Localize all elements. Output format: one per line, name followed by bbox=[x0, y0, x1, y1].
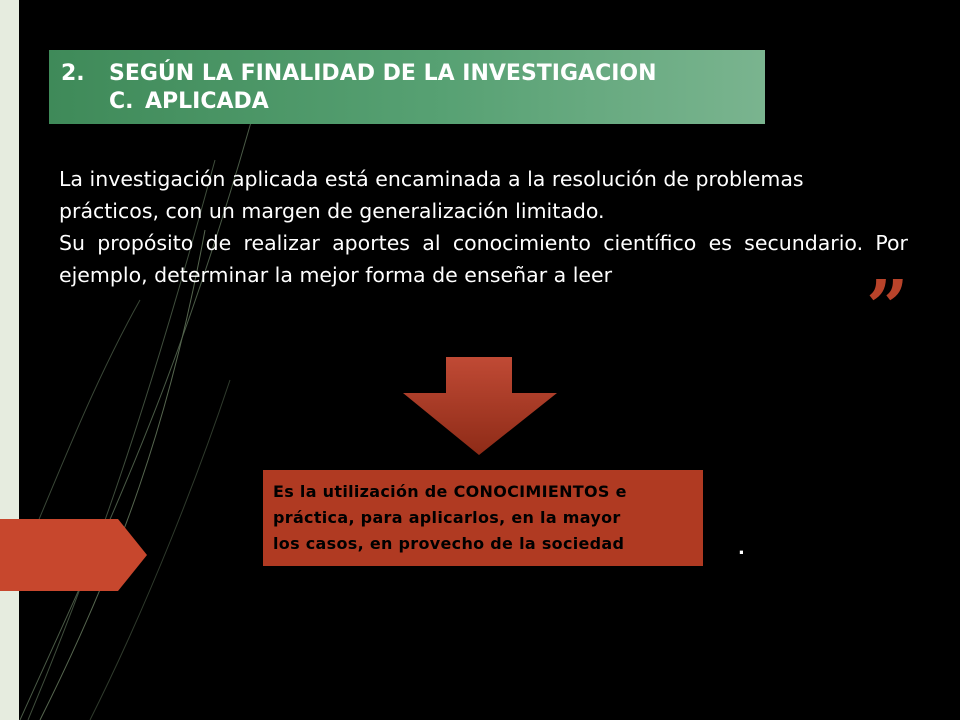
callout-text bbox=[273, 479, 703, 557]
body-text bbox=[59, 163, 908, 291]
paragraph-1-part-2: prácticos, con un margen de generalización limitado. bbox=[59, 199, 605, 223]
paragraph-1-part-1: La investigación aplicada está encaminada a la resolución de problemas bbox=[59, 167, 804, 191]
down-arrow-icon bbox=[400, 357, 560, 457]
callout-trailing-period: . bbox=[738, 538, 745, 559]
header-sub-letter: C. bbox=[109, 89, 134, 114]
paragraph-2: Su propósito de realizar aportes al conocimiento científico es secundario. Por ejemplo, determinar la mejor forma de enseñar a leer bbox=[59, 231, 908, 287]
left-chevron-arrow-icon bbox=[0, 519, 150, 591]
header-item-number: 2. bbox=[61, 61, 85, 86]
section-header bbox=[49, 50, 765, 124]
callout-line-2: práctica, para aplicarlos, en la mayor bbox=[273, 508, 621, 527]
callout-line-3: los casos, en provecho de la sociedad bbox=[273, 534, 625, 553]
header-title: SEGÚN LA FINALIDAD DE LA INVESTIGACION bbox=[109, 61, 657, 86]
header-subtitle-line bbox=[109, 88, 269, 116]
header-title-line bbox=[61, 60, 657, 88]
closing-quote-mark: ” bbox=[866, 265, 909, 351]
callout-box bbox=[263, 470, 703, 566]
callout-line-1: Es la utilización de CONOCIMIENTOS e bbox=[273, 482, 627, 501]
header-subtitle: APLICADA bbox=[145, 89, 269, 114]
